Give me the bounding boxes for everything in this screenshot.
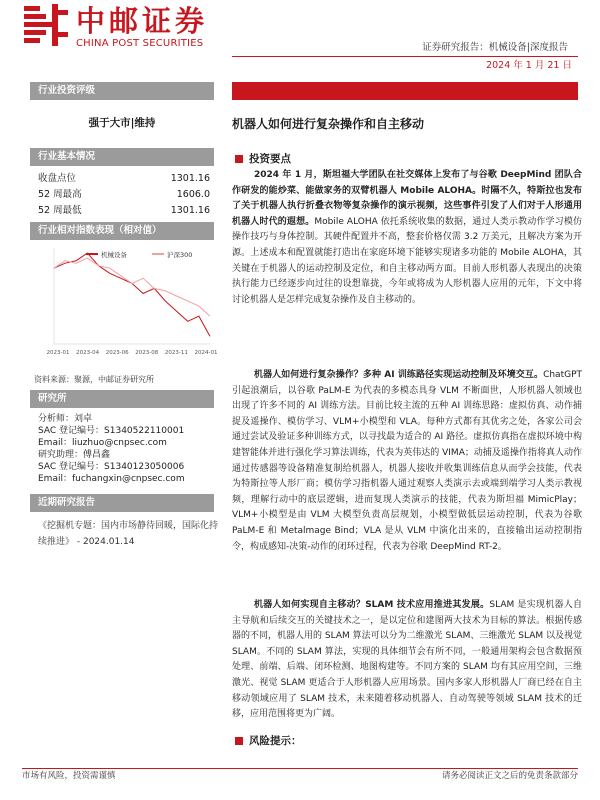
header-divider <box>232 56 578 57</box>
x-tick-label: 2023-06 <box>105 350 129 356</box>
chart-source: 资料来源：聚源，中邮证券研究所 <box>34 375 154 384</box>
assistant-sac: SAC 登记编号：S1340123050006 <box>38 462 185 472</box>
basic-row <box>38 188 210 202</box>
basic-row <box>38 204 210 218</box>
paragraph-2-body: ChatGPT 引起浪潮后，以谷歌 PaLM-E 为代表的多模态具身 VLM 不断面世，人形机器人领域也出现了许多不同的 AI 训练方法。目前比较主流的五种 AI 训练思路：虚拟仿真、动作捕捉及遥操作、模仿学习、VLM+小模型和 VLA。每种方式都有其优劣之处，各家公司会通过尝试及验证多种训练方式，以寻找最为适合的 AI 路径。虚拟仿真指在虚拟环境中构建智能体并进行强化学习算法训练，代表为英伟达的 VIMA；动捕及遥操作指将真人动作通过传感器等设备精准复制给机器人，机器人接收并收集训练信息从而学会技能，代表为特斯拉等人形厂商；模仿学习指机器人通过观察人类演示去或端到端学习人类示教视频，理解行动中的底层逻辑，进而复现人类演示的技能，代表为斯坦福 MimicPlay；VLM+小模型是由 VLM 大模型负责高层规划，小模型做低层运动控制，代表为谷歌 PaLM-E 和 Metalmage Bind；VLA 是从 VLM 中演化出来的，直接输出运动控制指令，构成感知-决策-动作的闭环过程，代表为谷歌 DeepMind RT-2。 <box>232 370 582 552</box>
basic-value: 1606.0 <box>176 189 210 200</box>
paragraph-2-lead: 机器人如何进行复杂操作？多种 AI 训练路径实现运动控制及环境交互。 <box>254 370 544 380</box>
research-section-head: 研究所 <box>30 390 214 408</box>
basic-label: 52 周最低 <box>38 205 82 216</box>
x-tick-label: 2024-01 <box>194 350 218 356</box>
report-date: 2024 年 1 月 21 日 <box>486 60 572 71</box>
brand-name-en: CHINA POST SECURITIES <box>76 38 204 49</box>
industry-rating: 强于大市|维持 <box>88 117 156 129</box>
footer-notice: 请务必阅读正文之后的免责条款部分 <box>441 771 578 781</box>
performance-section-head: 行业相对指数表现（相对值） <box>30 222 214 240</box>
basic-label: 收盘点位 <box>38 173 77 184</box>
section-marker-icon <box>235 737 243 745</box>
legend-label: 沪深300 <box>167 251 193 259</box>
key-points-label: 投资要点 <box>249 153 291 165</box>
key-points-head <box>235 152 291 166</box>
basic-row <box>38 172 210 186</box>
x-tick-label: 2023-01 <box>46 350 70 356</box>
brand-name-cn: 中邮证券 <box>76 4 209 38</box>
analyst-sac: SAC 登记编号：S1340522110001 <box>38 426 185 436</box>
analyst-email[interactable]: Email：liuzhuo@cnpsec.com <box>38 438 167 448</box>
paragraph-3 <box>232 598 582 723</box>
basic-info-section-head: 行业基本情况 <box>30 148 214 166</box>
paragraph-3-lead: 机器人如何实现自主移动？SLAM 技术应用推进其发展。 <box>254 600 490 610</box>
paragraph-1-body: Mobile ALOHA 依托系统收集的数据，通过人类示教动作学习模仿操作技巧与身体控制。其硬件配置并不高，整套价格仅需 3.2 万美元，且解决方案为开源。上述成本和配置就能打造出在家庭环境下能够实现诸多功能的 Mobile ALOHA，其关键在于机器人的运动控制及定位，和自主移动两方面。目前人形机器人表现出的决策执行能力已经逐步向过往的设想靠拢，今年或将成为人形机器人应用的元年，下文中将讨论机器人是怎样完成复杂操作及自主移动的。 <box>232 216 582 305</box>
basic-value: 1301.16 <box>170 173 210 184</box>
paragraph-1 <box>232 168 582 308</box>
risk-head <box>235 734 302 748</box>
assistant-name: 研究助理：傅昌鑫 <box>38 450 111 460</box>
china-post-logo-icon <box>22 2 70 48</box>
title-accent-bar <box>232 82 578 100</box>
report-title: 机器人如何进行复杂操作和自主移动 <box>232 117 425 131</box>
paragraph-2 <box>232 368 582 555</box>
relative-performance-chart <box>34 244 218 360</box>
paragraph-3-body: SLAM 是实现机器人自主导航和后续交互的关键技术之一，是以定位和建图两大技术为目标的算法。根据传感器的不同，机器人用的 SLAM 算法可以分为二维激光 SLAM、三维激光 SLAM 以及视觉 SLAM。不同的 SLAM 算法，实现的具体细节会有所不同，一般通用架构会包含数据预处理、前端、后端、闭环检测、地图构建等。不同方案的 SLAM 均有其应用空间，三维激光、视觉 SLAM 更适合于人形机器人应用场景。国内多家人形机器人厂商已经在自主移动领域应用了 SLAM 技术，未来随着移动机器人、自动驾驶等领域 SLAM 技术的迁移，应用范围将更为广阔。 <box>232 600 582 720</box>
recent-report-link[interactable]: 《挖掘机专题：国内市场静待回暖，国际化持续推进》 - 2024.01.14 <box>38 521 219 547</box>
footer-divider <box>22 768 578 769</box>
assistant-email[interactable]: Email：fuchangxin@cnpsec.com <box>38 474 185 484</box>
series-line <box>54 253 210 336</box>
footer-disclaimer: 市场有风险，投资需谨慎 <box>22 771 116 781</box>
rating-section-head: 行业投资评级 <box>30 82 214 100</box>
risk-label: 风险提示： <box>249 735 302 747</box>
x-tick-label: 2023-08 <box>135 350 159 356</box>
legend-label: 机械设备 <box>101 251 127 259</box>
basic-label: 52 周最高 <box>38 189 82 200</box>
series-line <box>54 258 210 316</box>
x-tick-label: 2023-11 <box>164 350 188 356</box>
report-type: 证券研究报告：机械设备|深度报告 <box>422 42 568 53</box>
recent-reports-section-head: 近期研究报告 <box>30 494 214 512</box>
analyst-name: 分析师：刘卓 <box>38 414 93 424</box>
section-marker-icon <box>235 155 243 163</box>
paragraph-1-lead: 2024 年 1 月，斯坦福大学团队在社交媒体上发布了与谷歌 DeepMind 团队合作研发的能炒菜、能做家务的双臂机器人 Mobile ALOHA。时隔不久，特斯拉也发布了关于机器人执行折叠衣物等复杂操作的演示视频，这些事件引发了人们对于人形通用机器人时代的遐想。 <box>232 170 582 227</box>
basic-value: 1301.16 <box>170 205 210 216</box>
x-tick-label: 2023-04 <box>76 350 100 356</box>
